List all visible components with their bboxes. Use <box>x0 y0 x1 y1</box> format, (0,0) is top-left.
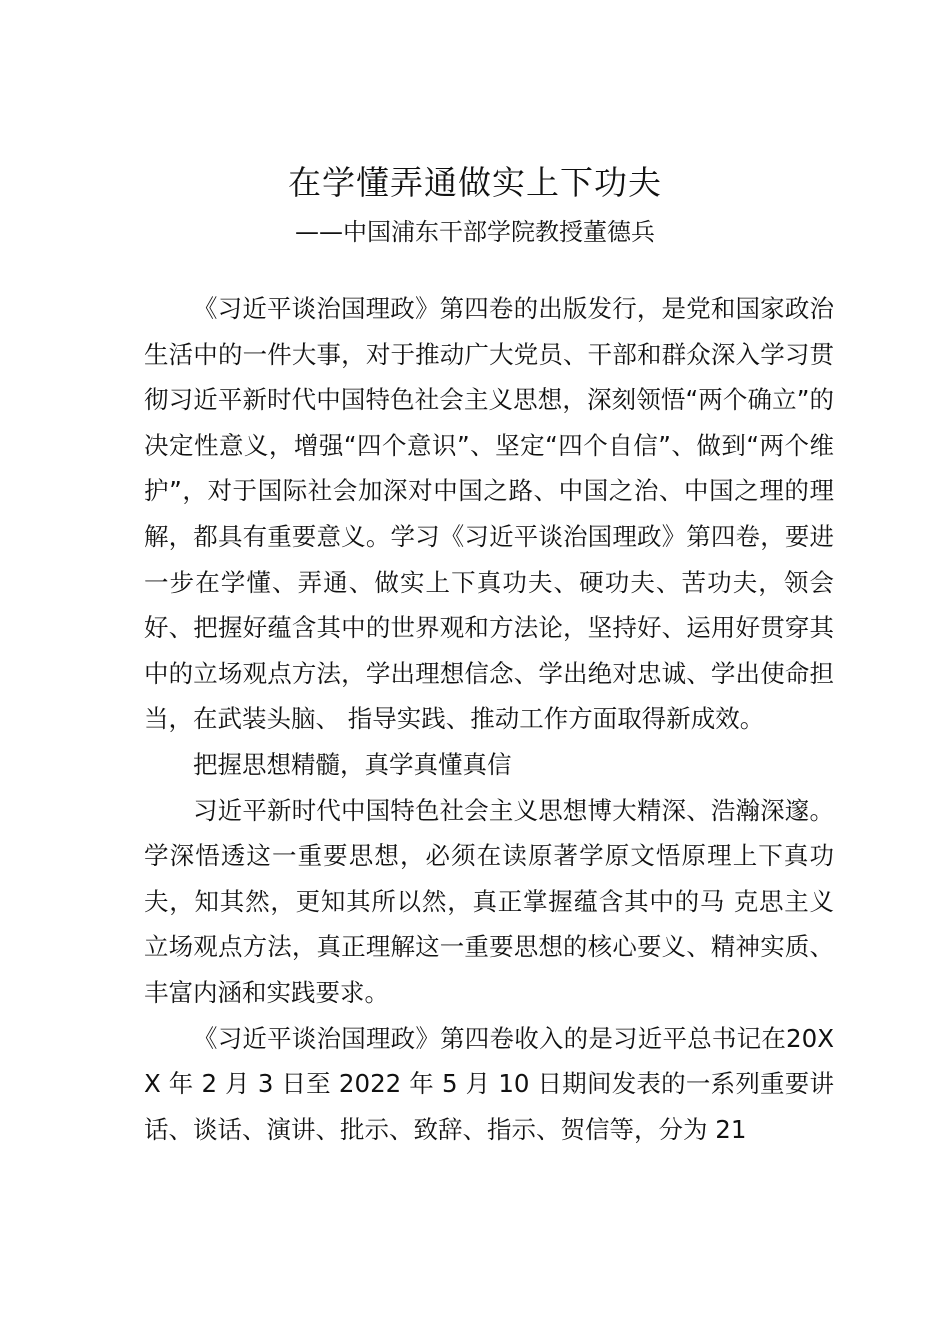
paragraph-intro: 《习近平谈治国理政》第四卷的出版发行，是党和国家政治生活中的一件大事，对于推动广大党员、干部和群众深入学习贯彻习近平新时代中国特色社会主义思想，深刻领悟“两个确立”的决定性意义，增强“四个意识”、坚定“四个自信”、做到“两个维护”，对于国际社会加深对中国之路、中国之治、中国之理的理解，都具有重要意义。学习《习近平谈治国理政》第四卷，要进一步在学懂、弄通、做实上下真功夫、硬功夫、苦功夫，领会好、把握好蕴含其中的世界观和方法论，坚持好、运用好贯穿其中的立场观点方法，学出理想信念、学出绝对忠诚、学出使命担当，在武装头脑、 指导实践、推动工作方面取得新成效。 <box>144 294 834 734</box>
document-title: 在学懂弄通做实上下功夫 <box>288 163 662 202</box>
section-heading: 把握思想精髓，真学真懂真信 <box>193 749 512 779</box>
document-subtitle: ——中国浦东干部学院教授董德兵 <box>295 218 655 246</box>
document-body <box>144 286 834 1152</box>
paragraph-volume: 《习近平谈治国理政》第四卷收入的是习近平总书记在20XX 年 2 月 3 日至 2022 年 5 月 10 日期间发表的一系列重要讲话、谈话、演讲、批示、致辞、指示、贺信等，分为 21 <box>144 1023 834 1144</box>
paragraph-thought: 习近平新时代中国特色社会主义思想博大精深、浩瀚深邃。学深悟透这一重要思想，必须在读原著学原文悟原理上下真功夫，知其然，更知其所以然，真正掌握蕴含其中的马 克思主义立场观点方法，真正理解这一重要思想的核心要义、精神实质、丰富内涵和实践要求。 <box>144 795 834 1007</box>
